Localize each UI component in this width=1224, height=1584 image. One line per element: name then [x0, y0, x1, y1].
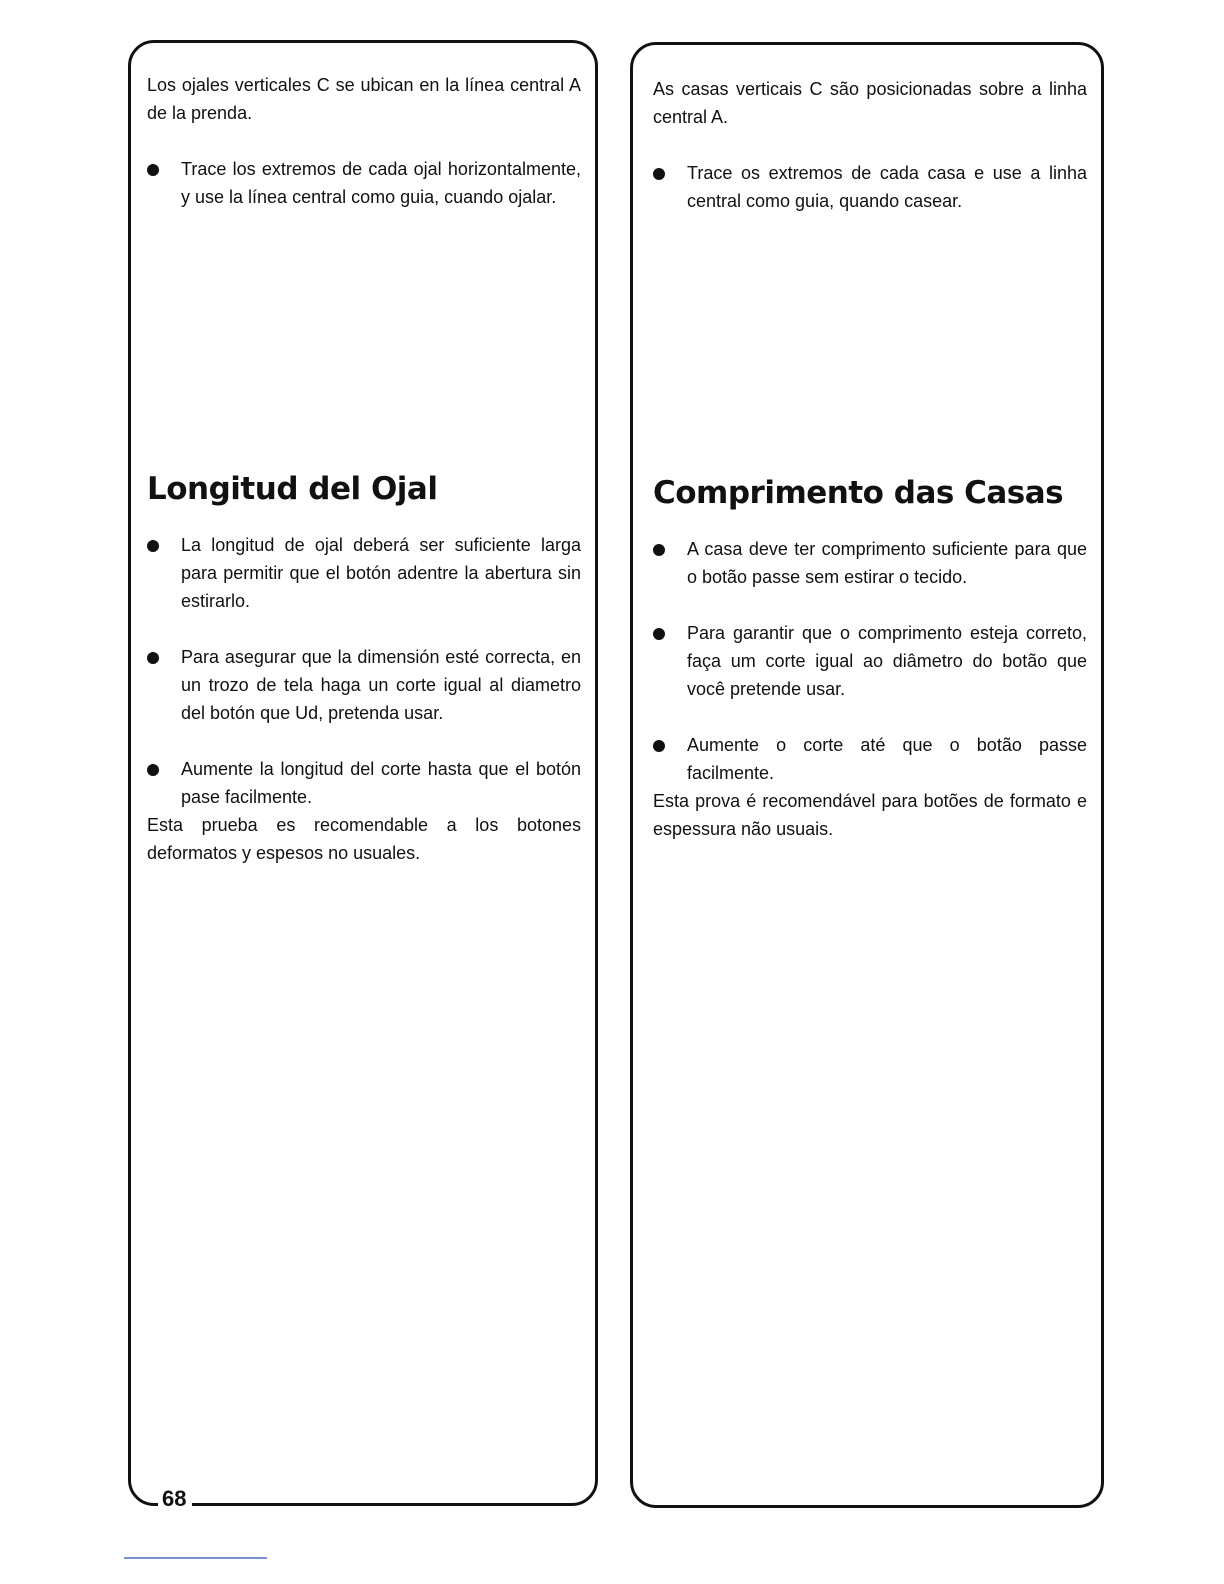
portuguese-bullet-top: [653, 159, 1087, 215]
spanish-bullet: [147, 643, 581, 727]
portuguese-intro: As casas verticais C são posicionadas sobre a linha central A.: [653, 79, 1087, 127]
bullet-text: Para asegurar que la dimensión esté correcta, en un trozo de tela haga un corte igual al diametro del botón que Ud, pretenda usar.: [181, 647, 581, 723]
bullet-text: Aumente la longitud del corte hasta que el botón pase facilmente.: [181, 759, 581, 807]
bullet-icon: [147, 164, 159, 176]
spanish-heading: Longitud del Ojal: [147, 471, 438, 507]
bullet-icon: [147, 764, 159, 776]
spanish-bullet: [147, 531, 581, 615]
spanish-intro: Los ojales verticales C se ubican en la línea central A de la prenda.: [147, 75, 581, 123]
portuguese-bullet: [653, 731, 1087, 787]
bullet-text: Trace os extremos de cada casa e use a linha central como guia, quando casear.: [687, 163, 1087, 211]
spanish-bullet: [147, 755, 581, 811]
footer-divider: [124, 1557, 267, 1559]
bullet-text: A casa deve ter comprimento suficiente para que o botão passe sem estirar o tecido.: [687, 539, 1087, 587]
bullet-text: La longitud de ojal deberá ser suficiente larga para permitir que el botón adentre la abertura sin estirarlo.: [181, 535, 581, 611]
portuguese-bullet: [653, 619, 1087, 703]
bullet-icon: [653, 168, 665, 180]
page-number: 68: [158, 1486, 192, 1512]
bullet-icon: [653, 544, 665, 556]
spanish-panel: [128, 40, 598, 1506]
spanish-closing: Esta prueba es recomendable a los botones deformatos y espesos no usuales.: [147, 815, 581, 863]
portuguese-content: [653, 75, 1087, 843]
spanish-bullet-top: [147, 155, 581, 211]
portuguese-panel: [630, 42, 1104, 1508]
bullet-icon: [653, 628, 665, 640]
bullet-text: Trace los extremos de cada ojal horizontalmente, y use la línea central como guia, cuando ojalar.: [181, 159, 581, 207]
bullet-icon: [147, 540, 159, 552]
portuguese-heading: Comprimento das Casas: [653, 475, 1064, 511]
spanish-content: [147, 71, 581, 867]
portuguese-bullet: [653, 535, 1087, 591]
portuguese-closing: Esta prova é recomendável para botões de formato e espessura não usuais.: [653, 791, 1087, 839]
bullet-icon: [653, 740, 665, 752]
bullet-text: Para garantir que o comprimento esteja correto, faça um corte igual ao diâmetro do botão que você pretende usar.: [687, 623, 1087, 699]
bullet-icon: [147, 652, 159, 664]
bullet-text: Aumente o corte até que o botão passe facilmente.: [687, 735, 1087, 783]
